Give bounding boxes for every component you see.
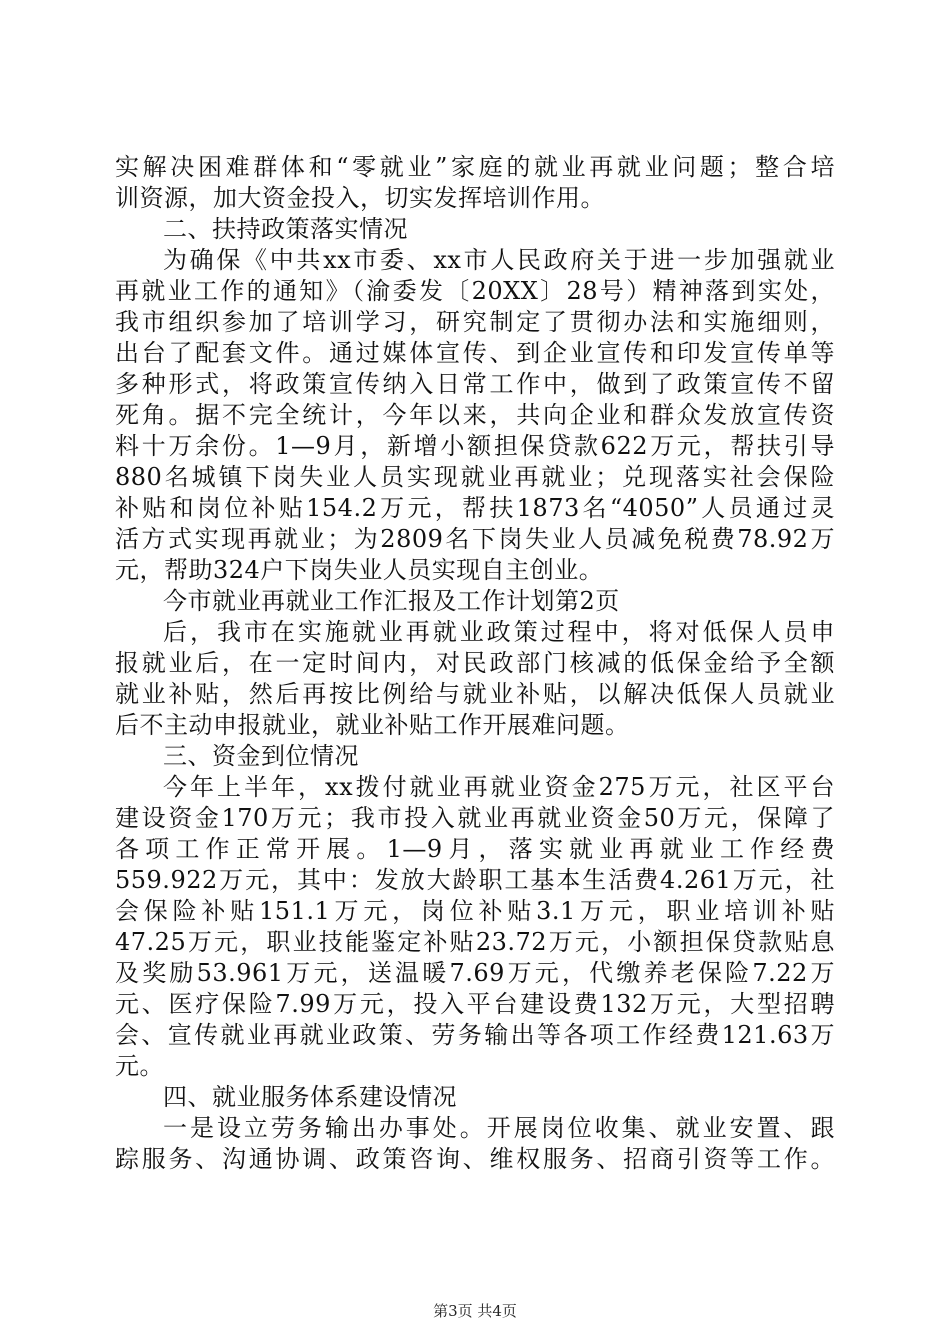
text-line: 活方式实现再就业；为2809名下岗失业人员减免税费78.92万 xyxy=(115,525,835,553)
text-line: 一是设立劳务输出办事处。开展岗位收集、就业安置、跟 xyxy=(163,1114,835,1142)
text-line: 踪服务、沟通协调、政策咨询、维权服务、招商引资等工作。 xyxy=(115,1145,835,1173)
text-line: 各项工作正常开展。1—9月，落实就业再就业工作经费 xyxy=(115,835,835,863)
text-line: 料十万余份。1—9月，新增小额担保贷款622万元，帮扶引导 xyxy=(115,432,835,460)
text-line: 建设资金170万元；我市投入就业再就业资金50万元，保障了 xyxy=(115,804,835,832)
text-line: 后不主动申报就业，就业补贴工作开展难问题。 xyxy=(115,711,630,739)
text-line: 出台了配套文件。通过媒体宣传、到企业宣传和印发宣传单等 xyxy=(115,339,835,367)
text-line: 元，帮助324户下岗失业人员实现自主创业。 xyxy=(115,556,604,584)
text-line: 多种形式，将政策宣传纳入日常工作中，做到了政策宣传不留 xyxy=(115,370,835,398)
text-line: 会保险补贴151.1万元，岗位补贴3.1万元，职业培训补贴 xyxy=(115,897,835,925)
text-line: 元。 xyxy=(115,1052,164,1080)
text-line: 为确保《中共xx市委、xx市人民政府关于进一步加强就业 xyxy=(163,246,835,274)
text-line: 再就业工作的通知》（渝委发〔20XX〕28号）精神落到实处， xyxy=(115,277,835,305)
section-heading: 二、扶持政策落实情况 xyxy=(163,215,408,243)
text-line: 47.25万元，职业技能鉴定补贴23.72万元，小额担保贷款贴息 xyxy=(115,928,835,956)
page-footer xyxy=(0,1300,950,1321)
document-body xyxy=(115,152,835,1175)
text-line: 会、宣传就业再就业政策、劳务输出等各项工作经费121.63万 xyxy=(115,1021,835,1049)
text-line: 880名城镇下岗失业人员实现就业再就业；兑现落实社会保险 xyxy=(115,463,835,491)
text-line: 及奖励53.961万元，送温暖7.69万元，代缴养老保险7.22万 xyxy=(115,959,835,987)
text-line: 训资源，加大资金投入，切实发挥培训作用。 xyxy=(115,184,605,212)
text-line: 后，我市在实施就业再就业政策过程中，将对低保人员申 xyxy=(163,618,835,646)
text-line: 补贴和岗位补贴154.2万元，帮扶1873名“4050”人员通过灵 xyxy=(115,494,835,522)
text-line: 报就业后，在一定时间内，对民政部门核减的低保金给予全额 xyxy=(115,649,835,677)
text-line: 今年上半年，xx拨付就业再就业资金275万元，社区平台 xyxy=(163,773,835,801)
section-heading: 四、就业服务体系建设情况 xyxy=(163,1083,457,1111)
text-line: 元、医疗保险7.99万元，投入平台建设费132万元，大型招聘 xyxy=(115,990,835,1018)
text-line: 我市组织参加了培训学习，研究制定了贯彻办法和实施细则， xyxy=(115,308,835,336)
text-line: 死角。据不完全统计，今年以来，共向企业和群众发放宣传资 xyxy=(115,401,835,429)
text-line: 就业补贴，然后再按比例给与就业补贴，以解决低保人员就业 xyxy=(115,680,835,708)
section-heading: 三、资金到位情况 xyxy=(163,742,359,770)
text-line: 559.922万元，其中：发放大龄职工基本生活费4.261万元，社 xyxy=(115,866,835,894)
text-line: 实解决困难群体和“零就业”家庭的就业再就业问题；整合培 xyxy=(115,153,835,181)
section-heading: 今市就业再就业工作汇报及工作计划第2页 xyxy=(163,587,620,615)
page-number-label: 第3页 共4页 xyxy=(433,1302,517,1320)
